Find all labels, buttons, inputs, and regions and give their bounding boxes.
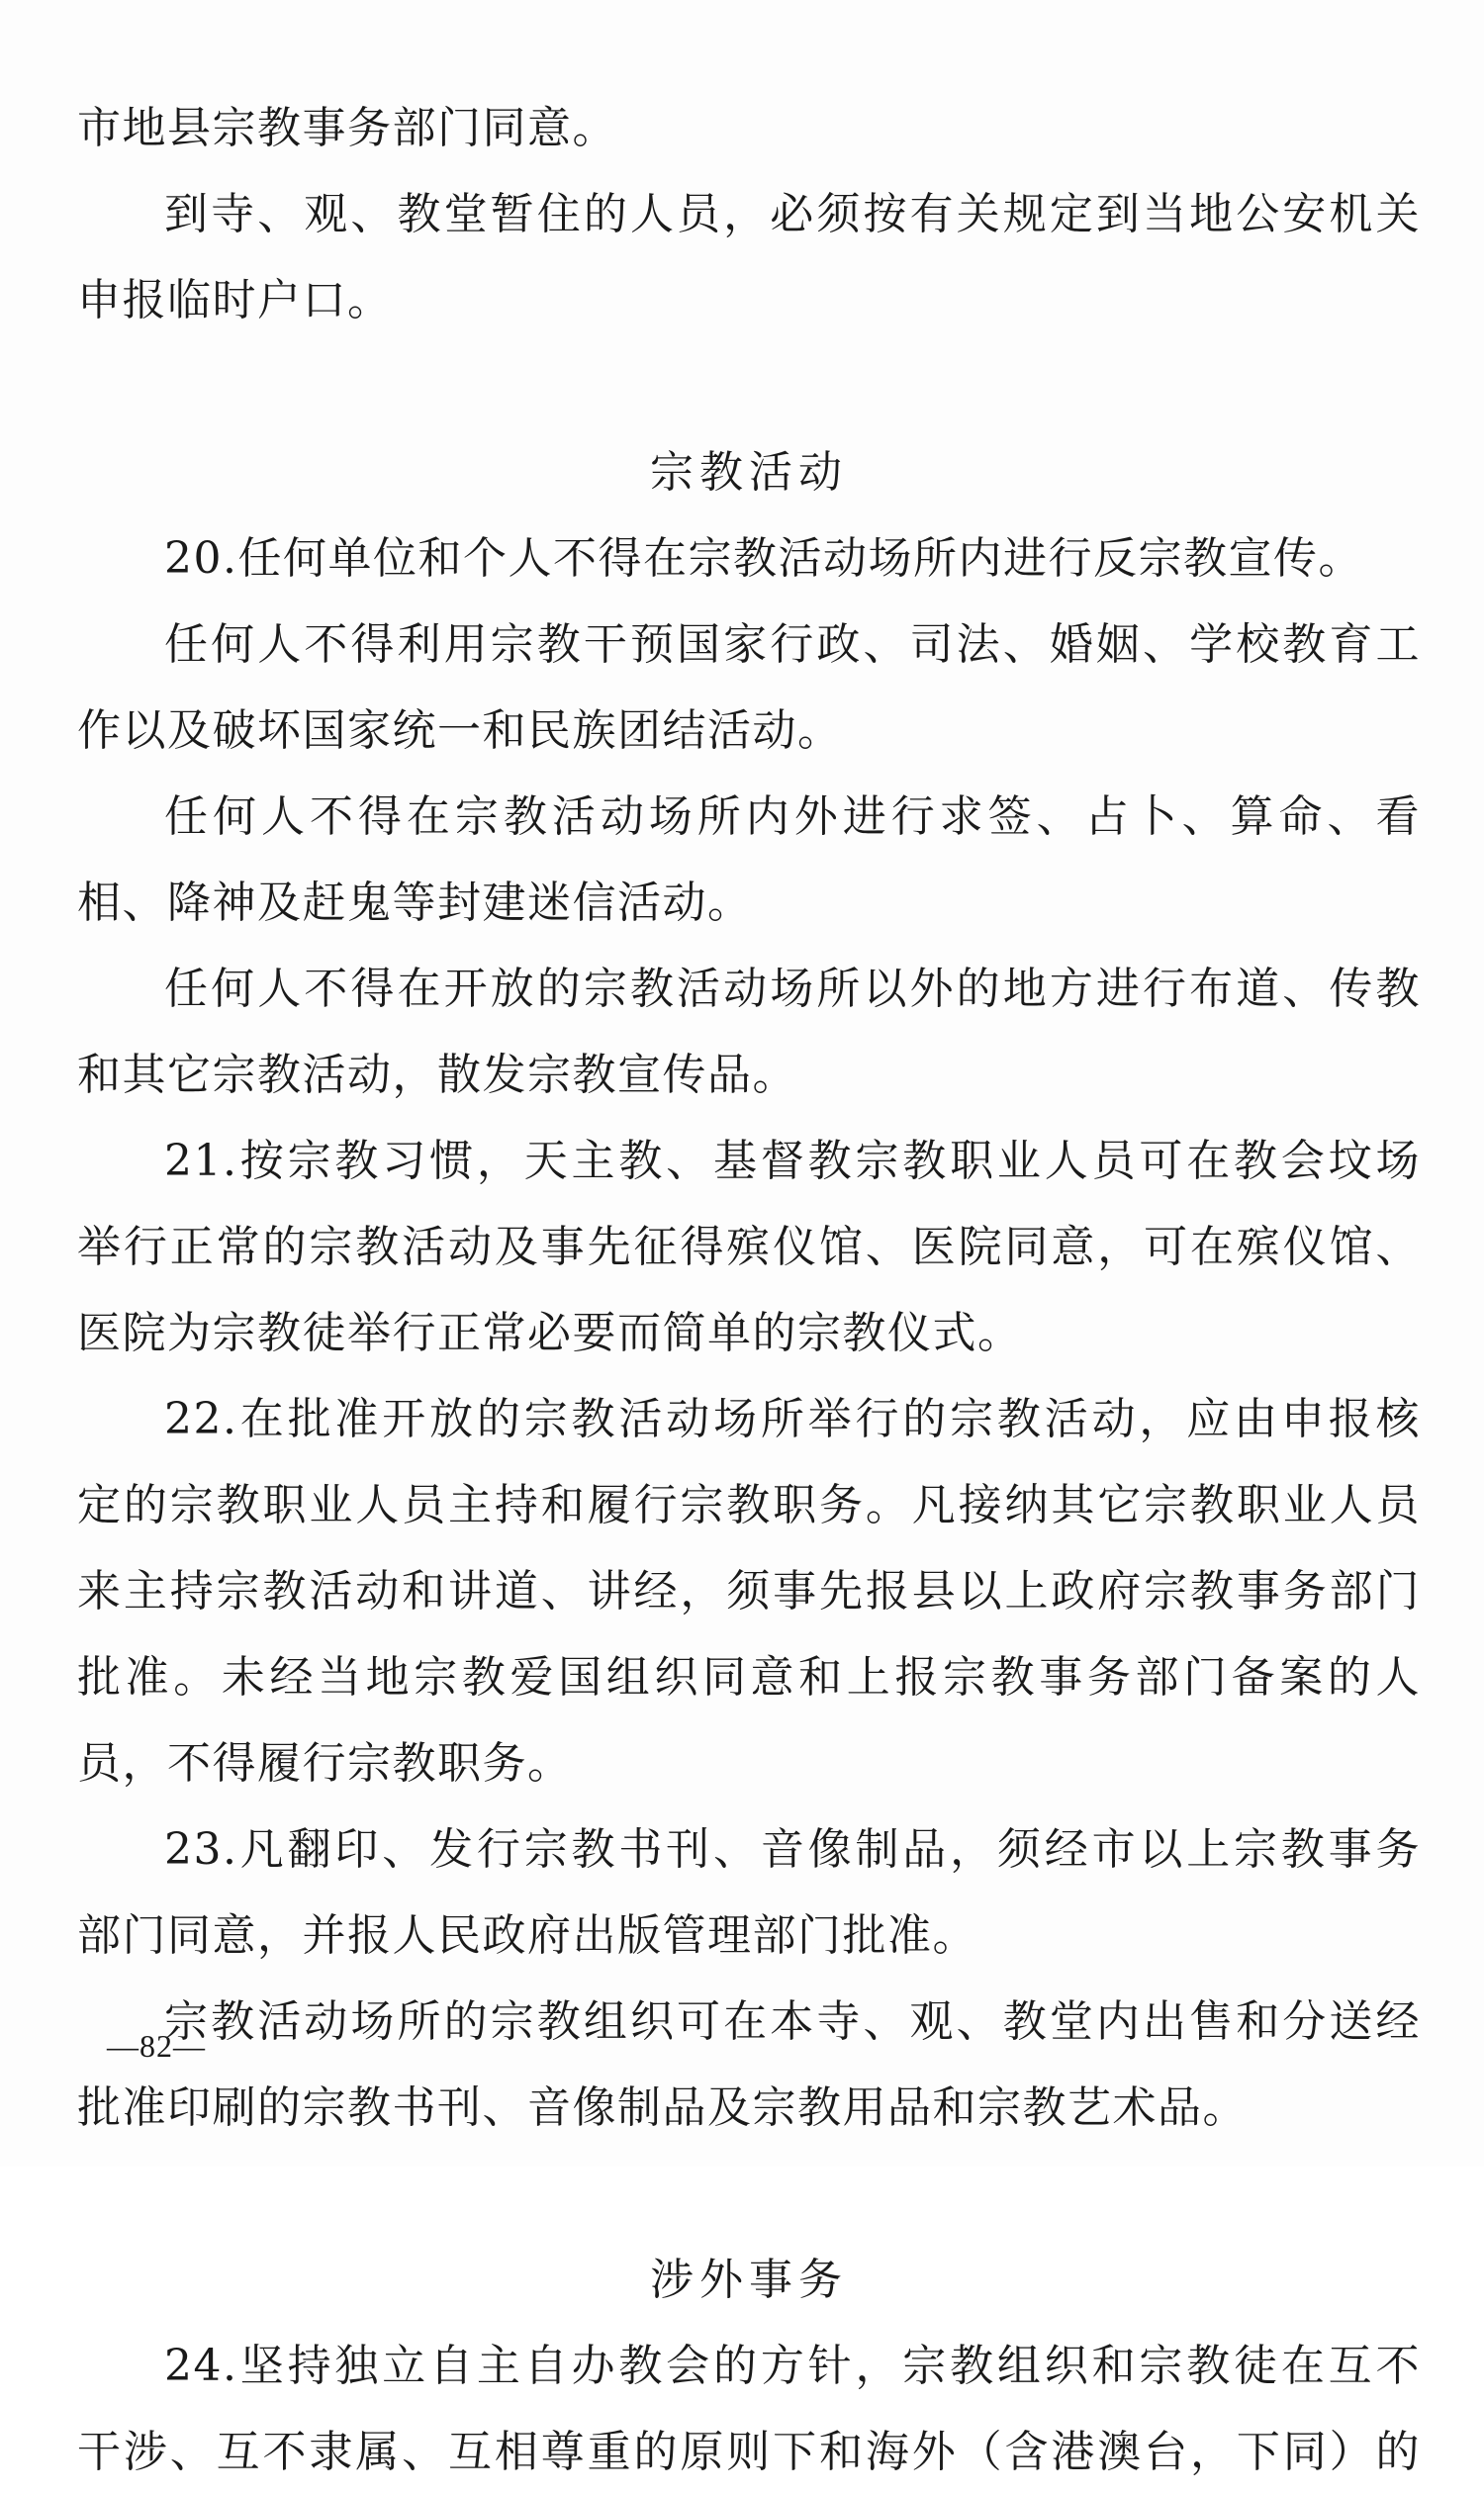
text-line: 宗教活动场所的宗教组织可在本寺、观、教堂内出售和分送经: [164, 1996, 1421, 2047]
text-line: 医院为宗教徒举行正常必要而简单的宗教仪式。: [77, 1308, 1023, 1358]
text-line: 23.凡翻印、发行宗教书刊、音像制品，须经市以上宗教事务: [164, 1824, 1421, 1875]
text-line: 批准印刷的宗教书刊、音像制品及宗教用品和宗教艺术品。: [77, 2082, 1248, 2133]
text-line: 20.任何单位和个人不得在宗教活动场所内进行反宗教宣传。: [164, 533, 1363, 584]
text-line: 任何人不得在开放的宗教活动场所以外的地方进行布道、传教: [164, 964, 1421, 1014]
text-line: 申报临时户口。: [77, 275, 393, 325]
text-line: 任何人不得在宗教活动场所内外进行求签、占卜、算命、看: [164, 791, 1421, 842]
text-line: 市地县宗教事务部门同意。: [77, 103, 617, 153]
body-text: [77, 85, 1421, 2495]
text-line: 24.坚持独立自主自办教会的方针，宗教组织和宗教徒在互不: [164, 2341, 1421, 2391]
text-line: 批准。未经当地宗教爱国组织同意和上报宗教事务部门备案的人: [77, 1652, 1421, 1703]
section-spacer: [77, 343, 1421, 429]
section-heading-religious-activities: 宗教活动: [650, 447, 848, 498]
text-line: 22.在批准开放的宗教活动场所举行的宗教活动，应由申报核: [164, 1394, 1421, 1444]
text-line: 来主持宗教活动和讲道、讲经，须事先报县以上政府宗教事务部门: [77, 1566, 1421, 1617]
text-line: 干涉、互不隶属、互相尊重的原则下和海外（含港澳台，下同）的: [77, 2427, 1421, 2477]
text-line: 任何人不得利用宗教干预国家行政、司法、婚姻、学校教育工: [164, 619, 1421, 670]
text-line: 到寺、观、教堂暂住的人员，必须按有关规定到当地公安机关: [164, 189, 1421, 239]
text-line: 作以及破坏国家统一和民族团结活动。: [77, 705, 843, 756]
text-line: 定的宗教职业人员主持和履行宗教职务。凡接纳其它宗教职业人员: [77, 1480, 1421, 1530]
text-line: 举行正常的宗教活动及事先征得殡仪馆、医院同意，可在殡仪馆、: [77, 1222, 1421, 1272]
section-spacer: [77, 2151, 1421, 2237]
section-heading-foreign-affairs: 涉外事务: [650, 2255, 848, 2305]
text-line: 部门同意，并报人民政府出版管理部门批准。: [77, 1910, 977, 1961]
page-number: —82—: [107, 2028, 206, 2064]
text-line: 相、降神及赶鬼等封建迷信活动。: [77, 878, 753, 928]
text-line: 21.按宗教习惯，天主教、基督教宗教职业人员可在教会坟场: [164, 1136, 1421, 1186]
text-line: 和其它宗教活动，散发宗教宣传品。: [77, 1050, 797, 1100]
text-line: 员，不得履行宗教职务。: [77, 1738, 573, 1789]
